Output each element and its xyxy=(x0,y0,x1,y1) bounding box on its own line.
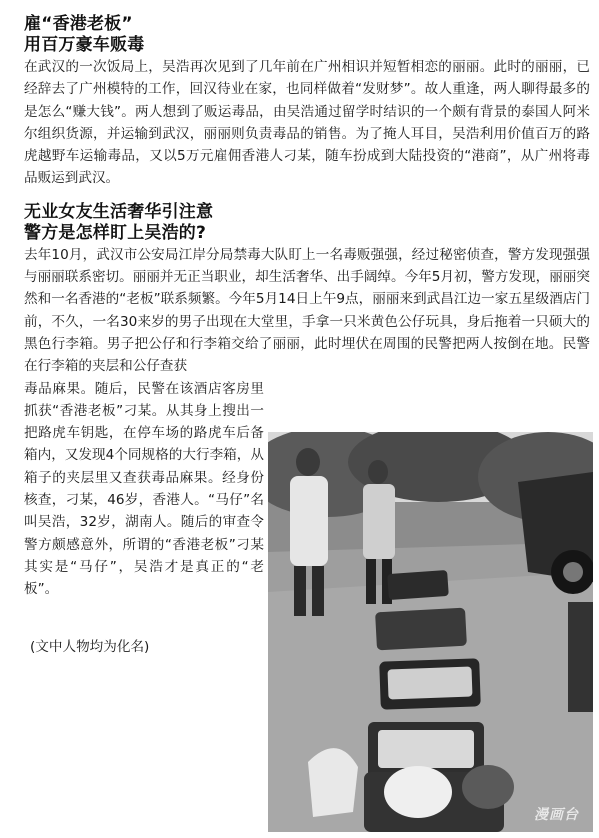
section2-headline-1: 无业女友生活奢华引注意 xyxy=(24,201,214,222)
watermark-logo: 漫画台 xyxy=(534,807,579,823)
pseudonym-note: (文中人物均为化名) xyxy=(30,638,150,655)
section2-paragraph: 去年10月，武汉市公安局江岸分局禁毒大队盯上一名毒贩强强，经过秘密侦查，警方发现强强与丽丽联系密切。丽丽并无正当职业，却生活奢华、出手阔绰。今年5月初，警方发现，丽丽突然和一名香港的“老板”联系频繁。今年5月14日上午9点，丽丽来到武昌江边一家五星级酒店门前，不久，一名30来岁的男子出现在大堂里，手拿一只米黄色公仔玩具，身后拖着一只硕大的黑色行李箱。男子把公仔和行李箱交给了丽丽，此时埋伏在周围的民警把两人按倒在地。民警在行李箱的夹层和公仔查获 xyxy=(24,246,590,375)
section2-paragraph-continued: 毒品麻果。随后，民警在该酒店客房里抓获“香港老板”刁某。从其身上搜出一把路虎车钥匙，在停车场的路虎车后备箱内，又发现4个同规格的大行李箱，从箱子的夹层里又查获毒品麻果。经身份核查，刁某，46岁，香港人。“马仔”名叫吴浩，32岁，湖南人。随后的审查令警方颇感意外，所谓的“香港老板”刁某其实是“马仔”，吴浩才是真正的“老板”。 xyxy=(24,380,264,598)
section1-paragraph: 在武汉的一次饭局上，吴浩再次见到了几年前在广州相识并短暂相恋的丽丽。此时的丽丽，已经辞去了广州模特的工作，回汉待业在家，也同样做着“发财梦”。故人重逢，两人聊得最多的是怎么“赚大钱”。两人想到了贩运毒品，由吴浩通过留学时结识的一个颇有背景的泰国人阿米尔组织货源，并运输到武汉，丽丽则负责毒品的销售。为了掩人耳目，吴浩利用价值百万的路虎越野车运输毒品，又以5万元雇佣香港人刁某，随车扮成到大陆投资的“港商”，从广州将毒品贩运到武汉。 xyxy=(24,59,590,187)
section1-headline-1: 雇“香港老板” xyxy=(24,14,133,34)
section1-headline-2: 用百万豪车贩毒 xyxy=(24,35,145,55)
section2-headline-2: 警方是怎样盯上吴浩的? xyxy=(24,222,207,243)
news-photo xyxy=(268,432,593,832)
evidence-luggage-photo xyxy=(268,432,593,832)
